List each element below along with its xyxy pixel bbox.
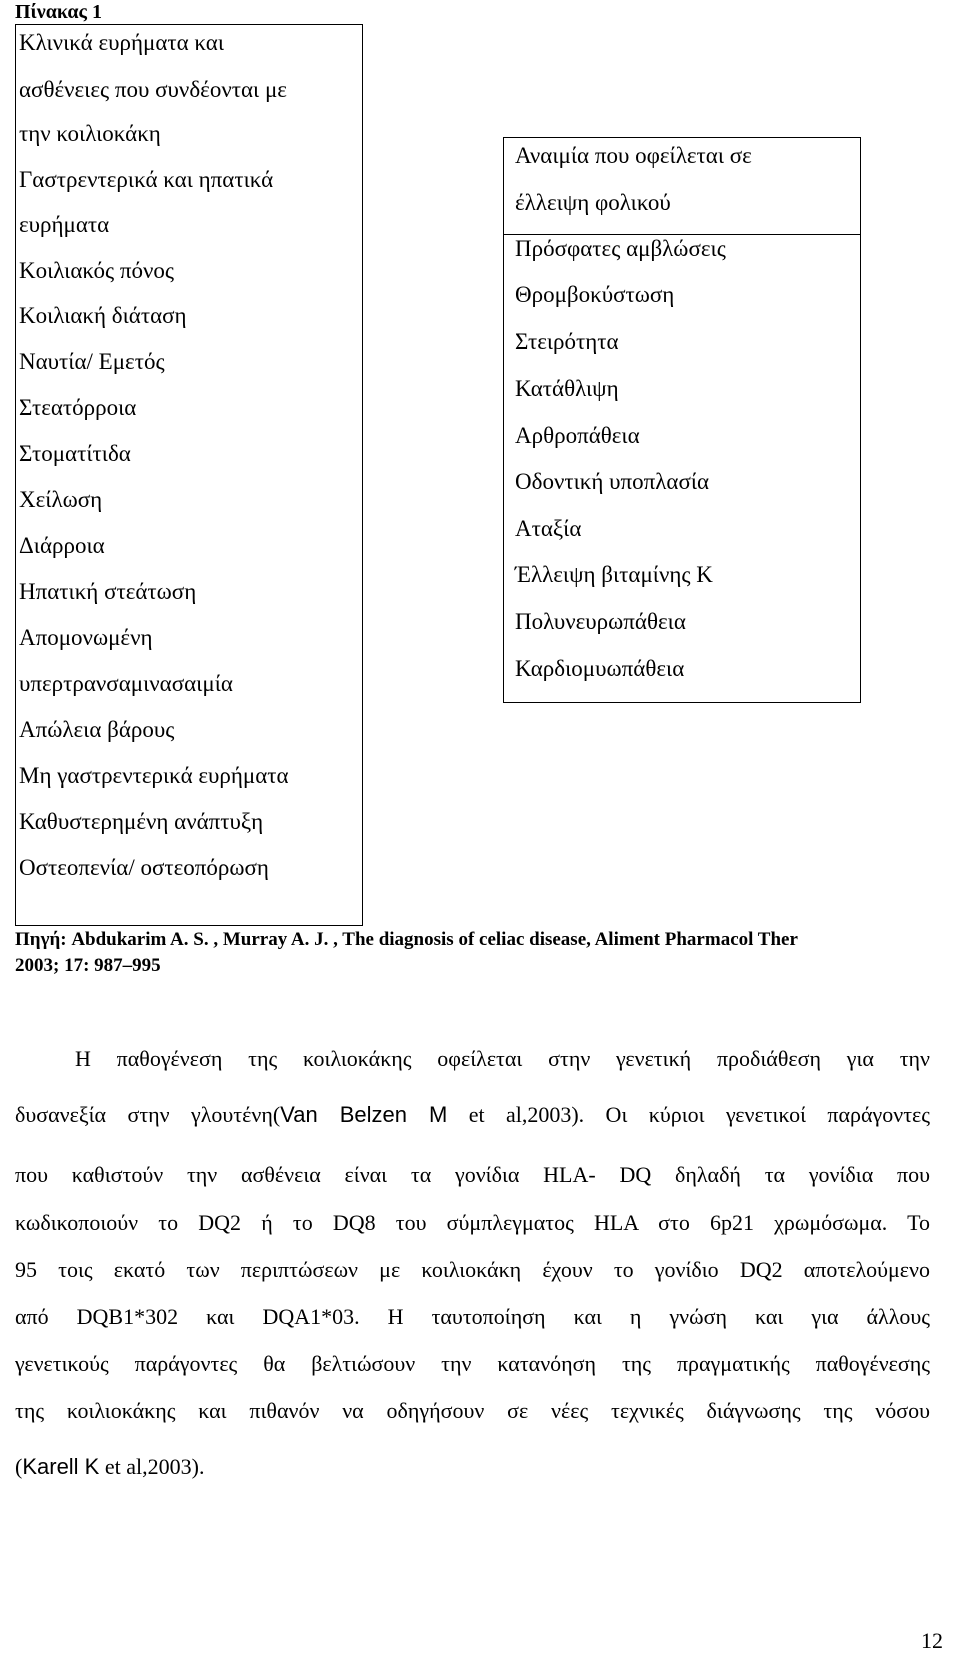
paragraph-line: 95 τοις εκατό των περιπτώσεων με κοιλιοκάκη έχουν το γονίδιο DQ2 αποτελούμενο — [15, 1257, 930, 1282]
left-line: Μη γαστρεντερικά ευρήματα — [19, 763, 289, 788]
left-line: Ηπατική στεάτωση — [19, 579, 197, 604]
paragraph-text: et al,2003). Οι κύριοι γενετικοί παράγοντες — [447, 1102, 930, 1127]
paragraph-line: κωδικοποιούν το DQ2 ή το DQ8 του σύμπλεγματος HLA στο 6p21 χρωμόσωμα. Το — [15, 1210, 930, 1235]
paragraph-line — [15, 1452, 930, 1482]
table-caption: Πίνακας 1 — [15, 1, 102, 23]
left-line: Κοιλιακός πόνος — [19, 258, 174, 283]
source-line: Πηγή: Abdukarim A. S. , Murray A. J. , The diagnosis of celiac disease, Aliment Pharmacol Ther — [15, 929, 798, 950]
right-line: έλλειψη φολικού — [515, 190, 671, 215]
right-line: Αρθροπάθεια — [515, 423, 640, 448]
left-line: Γαστρεντερικά και ηπατικά — [19, 167, 274, 192]
paragraph-line — [15, 1100, 930, 1130]
left-line: ευρήματα — [19, 212, 110, 237]
paragraph-line: που καθιστούν την ασθένεια είναι τα γονίδια HLA- DQ δηλαδή τα γονίδια που — [15, 1162, 930, 1187]
paragraph-text: δυσανεξία στην γλουτένη( — [15, 1102, 281, 1127]
right-line: Αταξία — [515, 516, 582, 541]
right-line: Οδοντική υποπλασία — [515, 469, 710, 494]
table-source — [15, 927, 945, 979]
right-line: Πολυνευρωπάθεια — [515, 609, 686, 634]
source-line: 2003; 17: 987–995 — [15, 955, 161, 976]
paragraph-text: et al,2003). — [99, 1454, 205, 1479]
paragraph-line: γενετικούς παράγοντες θα βελτιώσουν την κατανόηση της πραγματικής παθογένεσης — [15, 1351, 930, 1376]
left-line: ασθένειες που συνδέονται με — [19, 77, 287, 102]
left-line: Χείλωση — [19, 487, 103, 512]
right-line: Έλλειψη βιταμίνης Κ — [515, 562, 713, 587]
table-left-cell — [15, 24, 363, 926]
paragraph-line: Η παθογένεση της κοιλιοκάκης οφείλεται στην γενετική προδιάθεση για την — [75, 1046, 930, 1071]
table-right-cell — [503, 137, 861, 703]
left-line: Καθυστερημένη ανάπτυξη — [19, 809, 264, 834]
paragraph-text: ( — [15, 1454, 23, 1479]
right-line: Κατάθλιψη — [515, 376, 619, 401]
left-line: Κλινικά ευρήματα και — [19, 30, 225, 55]
right-line: Αναιμία που οφείλεται σε — [515, 143, 752, 168]
paragraph-line: από DQB1*302 και DQA1*03. Η ταυτοποίηση και η γνώση και για άλλους — [15, 1304, 930, 1329]
citation-author: Karell K — [22, 1454, 100, 1479]
left-line: Διάρροια — [19, 533, 105, 558]
left-line: Οστεοπενία/ οστεοπόρωση — [19, 855, 269, 880]
left-line: Ναυτία/ Εμετός — [19, 349, 165, 374]
left-line: Απώλεια βάρους — [19, 717, 175, 742]
right-line: Πρόσφατες αμβλώσεις — [515, 236, 726, 261]
left-line: υπερτρανσαμινασαιμία — [19, 671, 233, 696]
citation-author: Van Belzen M — [280, 1102, 448, 1127]
paragraph-line: της κοιλιοκάκης και πιθανόν να οδηγήσουν σε νέες τεχνικές διάγνωσης της νόσου — [15, 1398, 930, 1423]
left-line: Στοματίτιδα — [19, 441, 131, 466]
left-line: Κοιλιακή διάταση — [19, 303, 187, 328]
left-line: την κοιλιοκάκη — [19, 121, 161, 146]
left-line: Απομονωμένη — [19, 625, 153, 650]
right-line: Στειρότητα — [515, 329, 619, 354]
right-line: Θρομβοκύστωση — [515, 282, 675, 307]
left-line: Στεατόρροια — [19, 395, 137, 420]
right-line: Καρδιομυωπάθεια — [515, 656, 685, 681]
page-number: 12 — [921, 1628, 943, 1653]
